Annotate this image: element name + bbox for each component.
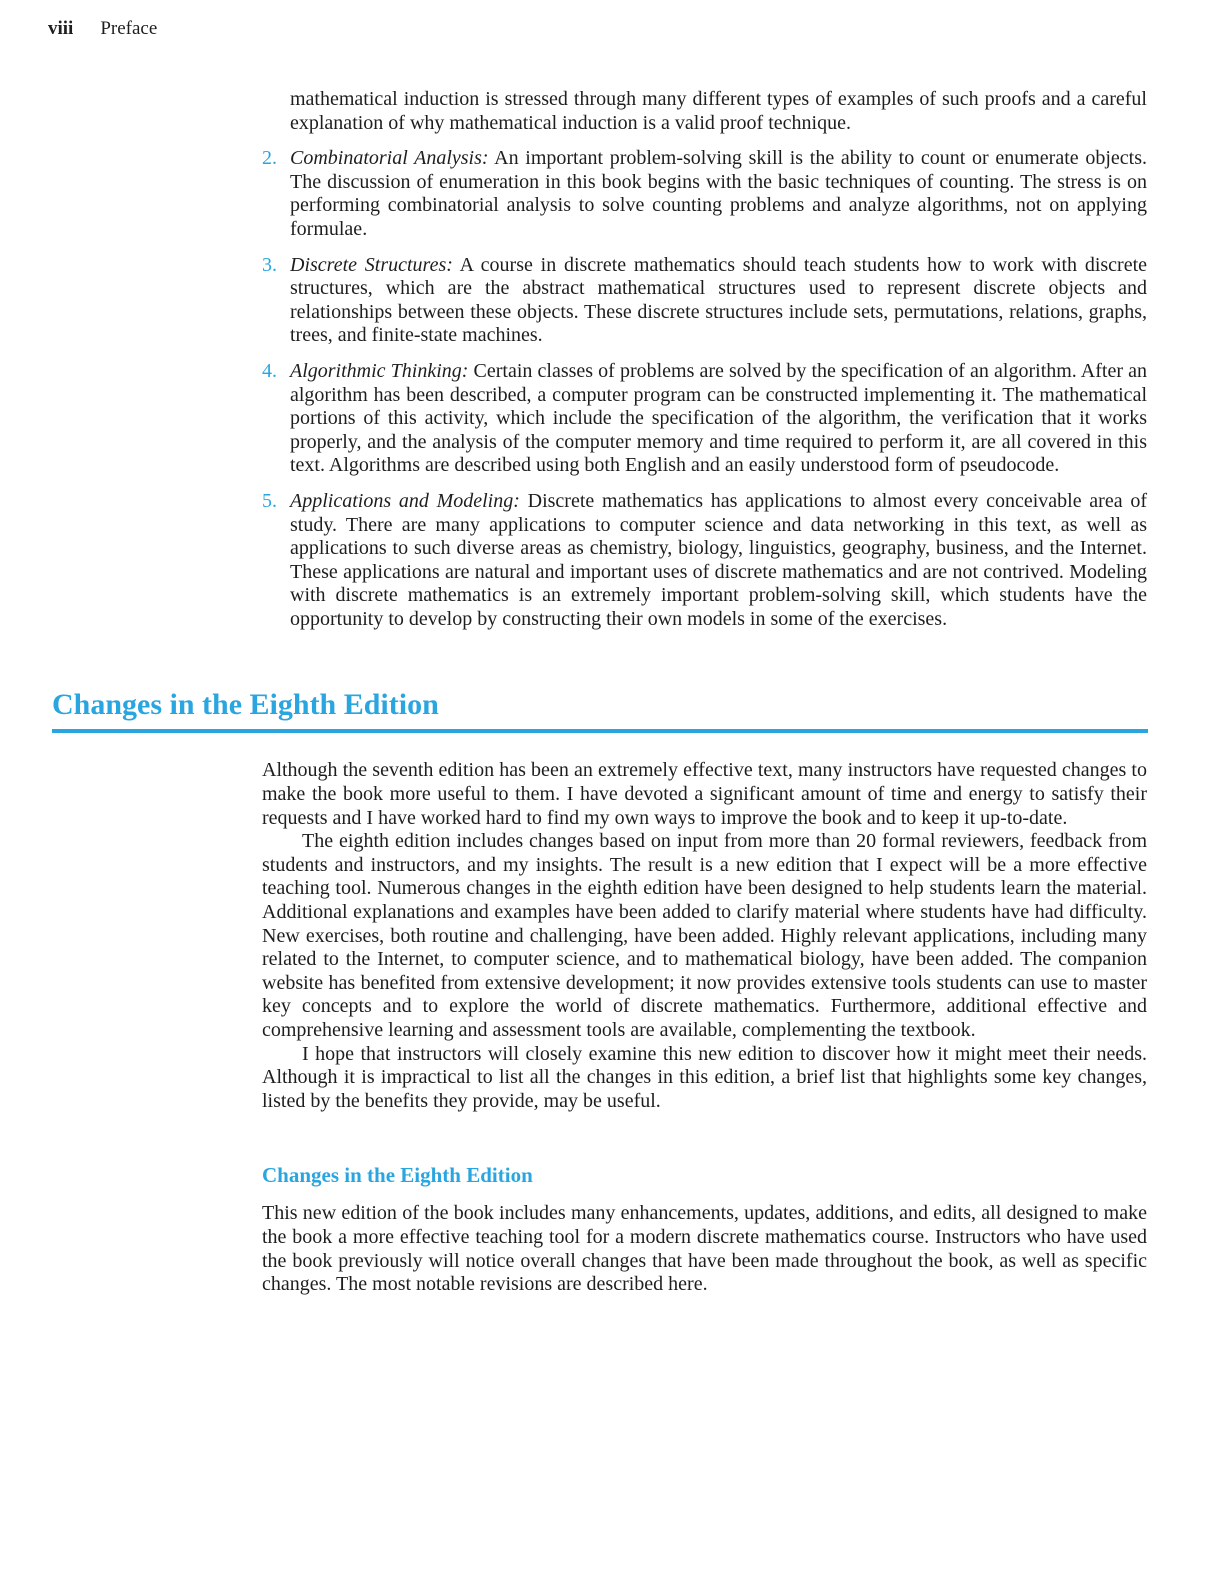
list-item-text: An important problem-solving skill is the ability to count or enumerate objects. The discussion of enumeration in this book begins with the basic techniques of counting. The stress is on performing combinatorial analysis to solve counting problems and analyze algorithms, not on applying formulae. (290, 147, 1147, 240)
list-item (262, 490, 1147, 632)
list-item-number: 3. (262, 253, 277, 276)
list-item-lead: Discrete Structures: (290, 253, 453, 276)
list-item (262, 254, 1147, 348)
intro-paragraph: mathematical induction is stressed through many different types of examples of such proofs and a careful explanation of why mathematical induction is a valid proof technique. (290, 88, 1147, 134)
list-item-text: A course in discrete mathematics should teach students how to work with discrete structures, which are the abstract mathematical structures used to represent discrete objects and relationships between these objects. These discrete structures include sets, permutations, relations, graphs, trees, and finite-state machines. (290, 253, 1148, 347)
subsection-paragraph: This new edition of the book includes many enhancements, updates, additions, and edits, all designed to make the book a more effective teaching tool for a modern discrete mathematics course. Instructors who have used the book previously will notice overall changes that have been made throughout the book, as well as specific changes. The most notable revisions are described here. (262, 1202, 1147, 1296)
running-head-title: Preface (100, 18, 158, 39)
key-themes-list (262, 147, 1147, 631)
page-header (48, 17, 157, 41)
subsection-heading: Changes in the Eighth Edition (262, 1163, 533, 1188)
list-item-lead: Combinatorial Analysis: (290, 147, 489, 170)
page-number: viii (48, 18, 74, 39)
section-paragraph: The eighth edition includes changes based on input from more than 20 formal reviewers, feedback from students and instructors, and my insights. The result is a new edition that I expect will be a more effective teaching tool. Numerous changes in the eighth edition have been designed to help students learn the material. Additional explanations and examples have been added to clarify material where students have had difficulty. New exercises, both routine and challenging, have been added. Highly relevant applications, including many related to the Internet, to computer science, and to mathematical biology, have been added. The companion website has benefited from extensive development; it now provides extensive tools students can use to master key concepts and to explore the world of discrete mathematics. Furthermore, additional effective and comprehensive learning and assessment tools are available, complementing the textbook. (262, 830, 1147, 1041)
list-item-number: 4. (262, 359, 277, 382)
list-item-number: 2. (262, 147, 277, 170)
list-item-lead: Algorithmic Thinking: (290, 359, 469, 382)
list-item (262, 147, 1147, 241)
section-heading: Changes in the Eighth Edition (52, 688, 1148, 733)
list-item-number: 5. (262, 489, 277, 512)
list-item (262, 360, 1147, 478)
section-paragraph: I hope that instructors will closely examine this new edition to discover how it might meet their needs. Although it is impractical to list all the changes in this edition, a brief list that highlights some key changes, listed by the benefits they provide, may be useful. (262, 1042, 1147, 1112)
section-paragraph: Although the seventh edition has been an extremely effective text, many instructors have requested changes to make the book more useful to them. I have devoted a significant amount of time and energy to satisfy their requests and I have worked hard to find my own ways to improve the book and to keep it up-to-date. (262, 759, 1147, 829)
list-item-text: Discrete mathematics has applications to almost every conceivable area of study. There are many applications to computer science and data networking in this text, as well as applications to such diverse areas as chemistry, biology, linguistics, geography, business, and the Internet. These applications are natural and important uses of discrete mathematics and are not contrived. Modeling with discrete mathematics is an extremely important problem-solving skill, which students have the opportunity to develop by constructing their own models in some of the exercises. (290, 489, 1147, 630)
list-item-text: Certain classes of problems are solved by the specification of an algorithm. After an algorithm has been described, a computer program can be constructed implementing it. The mathematical portions of this activity, which include the specification of the algorithm, the verification that it works properly, and the analysis of the computer memory and time required to perform it, are all covered in this text. Algorithms are described using both English and an easily understood form of pseudocode. (290, 359, 1147, 477)
list-item-lead: Applications and Modeling: (290, 489, 520, 512)
